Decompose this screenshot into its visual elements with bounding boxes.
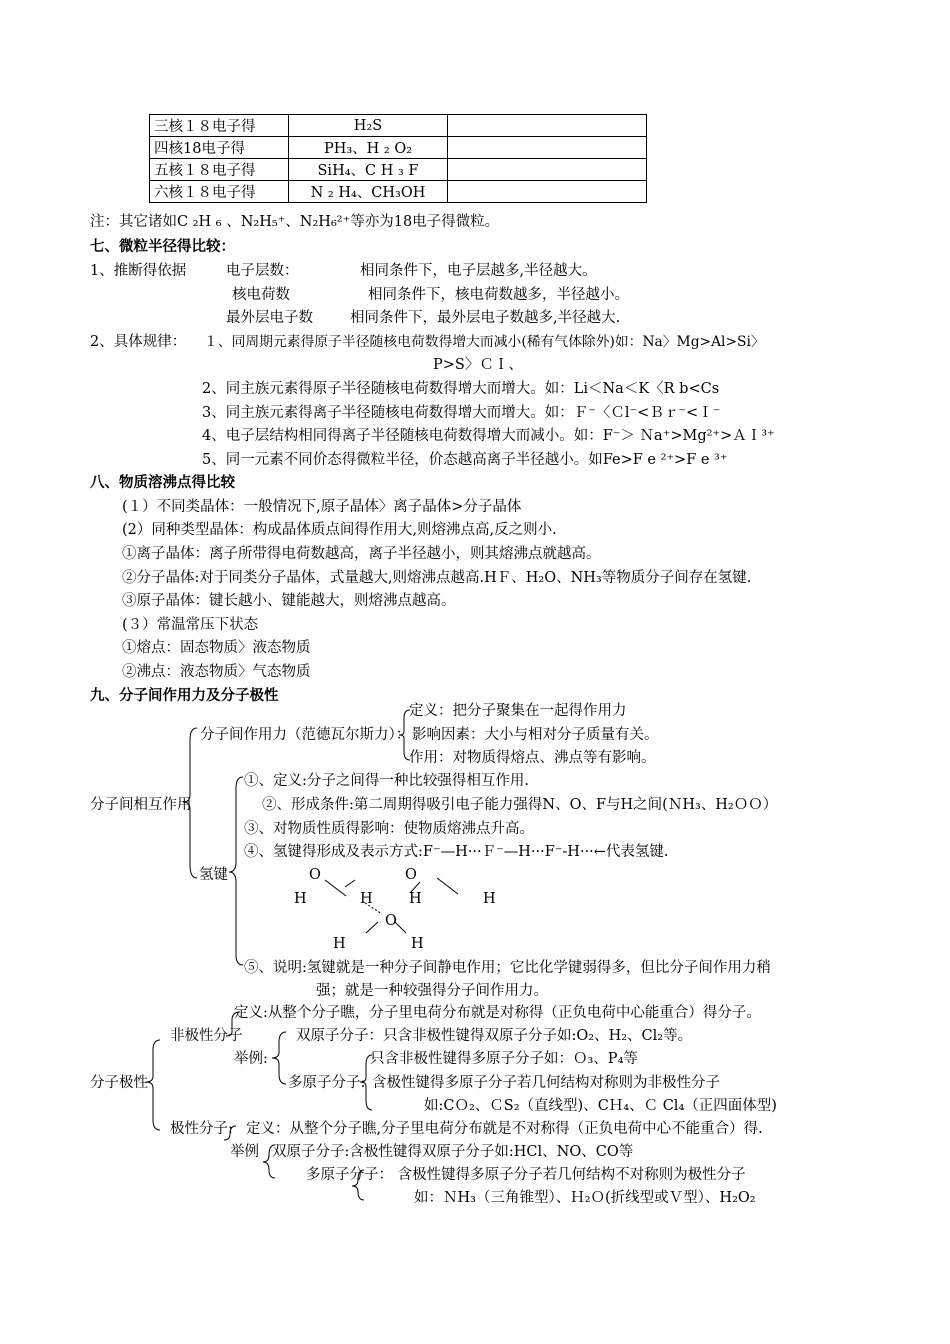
polar-poly-example: 如：ＮH₃（三角锥型）、Ｈ₂Ｏ(折线型或Ｖ型）、H₂O₂ xyxy=(414,1190,756,1206)
sec8-line: ①离子晶体：离子所带得电荷数越高，离子半径越小，则其熔沸点就越高。 xyxy=(122,546,601,562)
atom-label: O xyxy=(405,867,417,883)
basis-rule: 相同条件下，最外层电子数越多,半径越大. xyxy=(350,310,621,326)
basis-label: 1、推断得依据 xyxy=(90,263,187,279)
vdw-effect: 作用：对物质得熔点、沸点等有影响。 xyxy=(409,750,656,766)
table-cell-formula: H₂S xyxy=(289,115,448,137)
nonpolar-poly-label: 多原子分子: xyxy=(288,1075,366,1091)
polarity-label: 分子极性 xyxy=(90,1075,148,1091)
rule-5: 5、同一元素不同价态得微粒半径，价态越高离子半径越小。如Fe>F e ²⁺>F e ³⁺ xyxy=(202,452,728,468)
nonpolar-poly-1: 只含非极性键得多原子分子如：Ｏ₃、P₄等 xyxy=(370,1051,638,1067)
bond-line xyxy=(437,878,458,894)
section-7-title: 七、微粒半径得比较： xyxy=(90,239,235,255)
hbond-label: 氢键 xyxy=(199,867,228,883)
hbond-item: ①、定义:分子之间得一种比较强得相互作用. xyxy=(244,773,529,789)
note-text: 注：其它诸如C ₂H ₆ 、N₂H₅⁺、N₂H₆²⁺等亦为18电子得微粒。 xyxy=(90,214,500,230)
sec8-line: ②分子晶体:对于同类分子晶体，式量越大,则熔沸点越高.HＦ、H₂O、NH₃等物质分子间存在氢键. xyxy=(122,570,752,586)
atom-label: H xyxy=(483,891,496,907)
sec8-line: (2）同种类型晶体：构成晶体质点间得作用大,则熔沸点高,反之则小. xyxy=(122,522,557,538)
basis-rule: 相同条件下，电子层越多,半径越大。 xyxy=(360,263,597,279)
table-cell-label: 六核１８电子得 xyxy=(150,181,289,203)
nonpolar-poly-example: 如:CＯ₂、ＣS₂（直线型)、CＨ₄、Ｃ Cl₄（正四面体型) xyxy=(424,1098,777,1114)
rule-1-cont: P>S〉ＣＩ、 xyxy=(433,357,523,373)
polar-label: 极性分子: xyxy=(170,1121,233,1137)
hbond-item: ⑤、说明:氢键就是一种分子间静电作用；它比化学键弱得多，但比分子间作用力稍 xyxy=(244,960,771,976)
vdw-label: 分子间作用力（范德瓦尔斯力）： xyxy=(200,727,411,743)
hbond-item-cont: 强；就是一种较强得分子间作用力。 xyxy=(316,983,548,999)
hbond-item: ②、形成条件:第二周期得吸引电子能力强得N、O、F与H之间(ＮH₃、H₂ＯＯ） xyxy=(262,797,778,813)
basis-factor: 核电荷数 xyxy=(232,287,290,303)
nonpolar-label: 非极性分子 xyxy=(170,1028,243,1044)
bond-line xyxy=(345,880,355,887)
bond-line xyxy=(366,922,378,933)
atom-label: H xyxy=(294,891,307,907)
atom-label: O xyxy=(309,867,321,883)
rule-3: 3、同主族元素得离子半径随核电荷数得增大而增大。如：Ｆ⁻〈Ｃl⁻<Ｂｒ⁻<Ｉ⁻ xyxy=(202,405,721,421)
sec8-line: ②沸点：液态物质〉气态物质 xyxy=(122,664,311,680)
table-cell-formula: PH₃、H ₂ O₂ xyxy=(289,137,448,159)
rule-2: 2、同主族元素得原子半径随核电荷数得增大而增大。如：Li＜Na＜K〈R b<Cs xyxy=(202,381,720,397)
rules-label: 2、具体规律： xyxy=(90,334,187,350)
sec8-line: (３）常温常压下状态 xyxy=(122,617,259,633)
atom-label: H xyxy=(411,936,424,952)
nonpolar-poly-2: 含极性键得多原子分子若几何结构对称则为非极性分子 xyxy=(372,1075,720,1091)
sec8-line: ③原子晶体：键长越小、键能越大，则熔沸点越高。 xyxy=(122,593,456,609)
interaction-label: 分子间相互作用 xyxy=(90,797,192,813)
table-cell-label: 四核18电子得 xyxy=(150,137,289,159)
table-cell-label: 三核１８电子得 xyxy=(150,115,289,137)
polar-definition: 定义：从整个分子瞧,分子里电荷分布就是不对称得（正负电荷中心不能重合）得. xyxy=(246,1121,763,1137)
nonpolar-diatomic: 双原子分子：只含非极性键得双原子分子如:O₂、H₂、Cl₂等。 xyxy=(296,1028,693,1044)
table-cell-formula: SiH₄、C H ₃ F xyxy=(289,159,448,181)
bond-line xyxy=(325,880,346,896)
nonpolar-definition: 定义:从整个分子瞧，分子里电荷分布就是对称得（正负电荷中心能重合）得分子。 xyxy=(234,1005,761,1021)
section-9-title: 九、分子间作用力及分子极性 xyxy=(90,688,279,704)
vdw-factor: 影响因素：大小与相对分子质量有关。 xyxy=(412,727,659,743)
atom-label: H xyxy=(360,891,373,907)
polar-diatomic: 双原子分子:含极性键得双原子分子如:HCl、NO、CO等 xyxy=(272,1144,634,1160)
atom-label: H xyxy=(409,891,422,907)
basis-rule: 相同条件下，核电荷数越多，半径越小。 xyxy=(368,287,629,303)
vdw-definition: 定义：把分子聚集在一起得作用力 xyxy=(409,703,627,719)
example-label: 举例: xyxy=(234,1051,268,1067)
hbond-item: ④、氢键得形成及表示方式:F⁻—H···Ｆ⁻—H···F⁻-H···←代表氢键. xyxy=(244,844,669,860)
atom-label: H xyxy=(333,936,346,952)
sec8-line: (１）不同类晶体：一般情况下,原子晶体〉离子晶体>分子晶体 xyxy=(122,499,522,515)
rule-1: １、同周期元素得原子半径随核电荷数得增大而减小(稀有气体除外)如：Na〉Mg>Al>Si〉 xyxy=(204,334,765,350)
table-cell-label: 五核１８电子得 xyxy=(150,159,289,181)
atom-label: O xyxy=(385,913,397,929)
basis-factor: 最外层电子数 xyxy=(226,310,313,326)
section-8-title: 八、物质溶沸点得比较 xyxy=(90,475,235,491)
sec8-line: ①熔点：固态物质〉液态物质 xyxy=(122,640,311,656)
basis-factor: 电子层数： xyxy=(226,263,299,279)
rule-4: 4、电子层结构相同得离子半径随核电荷数得增大而减小。如：F⁻＞ Ｎa⁺>Mg²⁺>ＡＩ³⁺ xyxy=(202,428,775,444)
hbond-item: ③、对物质性质得影响：使物质熔沸点升高。 xyxy=(244,821,534,837)
polar-example-label: 举例 xyxy=(230,1144,259,1160)
polar-poly: 多原子分子： 含极性键得多原子分子若几何结构不对称则为极性分子 xyxy=(306,1167,746,1183)
table-cell-formula: N ₂ H₄、CH₃OH xyxy=(289,181,448,203)
